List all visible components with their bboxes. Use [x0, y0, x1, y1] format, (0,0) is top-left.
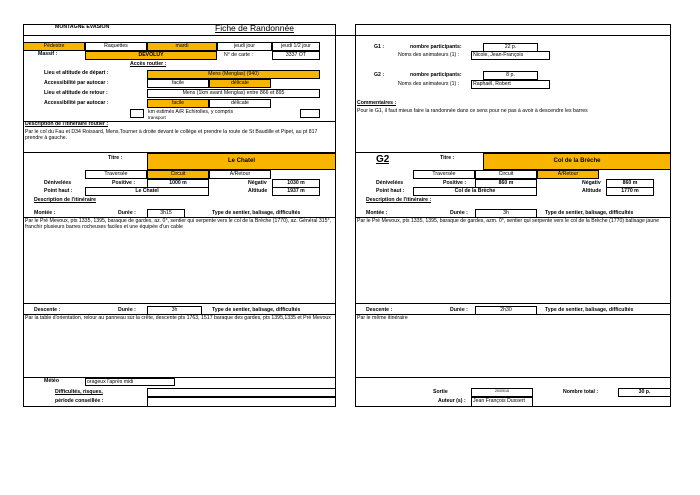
left-circuit[interactable]: Circuit: [147, 170, 209, 179]
right-pos-label: Positive :: [443, 180, 467, 186]
left-ph: Le Chatel: [85, 187, 209, 196]
option-jeudi-jour[interactable]: jeudi jour: [217, 42, 272, 51]
left-descente-text: Par la table d'orientation, relour au panneau sur la crête, descente pts 1763, 1517 baraque des gardes, pts 1395,1335 et Pré Mevoux: [25, 315, 331, 321]
depart-value: Mens (Menglas) (940): [147, 70, 320, 79]
right-den-label: Dénivelées: [376, 180, 404, 186]
km-box: [130, 109, 144, 118]
left-desc-title: Description de l'itinéraire: [34, 197, 97, 203]
left-descente-label: Descente :: [34, 307, 61, 313]
route-title: Description de l'itinéraire routier :: [25, 121, 109, 127]
right-titre-label: Titre :: [440, 155, 455, 161]
right-descente-box: [355, 314, 671, 378]
left-titre-label: Titre :: [108, 155, 123, 161]
option-jeudi-demi[interactable]: jeudi 1/2 jour: [272, 42, 320, 51]
acc2-facile[interactable]: facile: [147, 99, 209, 108]
org-name: MONTAGNE EVASION: [55, 24, 110, 30]
diff-label: Difficultés, risques,: [55, 389, 103, 395]
carte-value: 3337 OT: [272, 51, 320, 60]
right-montee-text: Par le Pré Mevoux, pts 1335, 1395, baraque de gardes, azm. 0°, sentier qui serpente vers le col de la Brèche (1770) balisage jaune: [357, 218, 659, 224]
header-divider: [23, 35, 671, 36]
right-traversee[interactable]: Traversée: [413, 170, 475, 179]
g1-anim: Nicole, Jean-François: [471, 51, 550, 60]
right-alt: 1770 m: [606, 187, 654, 196]
total-value: 30 p.: [618, 388, 671, 397]
retour-value: Mens (1km avant Menglas) entre 866 et 895: [147, 89, 320, 98]
left-alt: 1937 m: [272, 187, 320, 196]
left-descente-box: [23, 314, 336, 378]
acc2-label: Accessibilité par autocar :: [44, 100, 109, 106]
route-text: Par le col du Fau et D34 Roissard, Mens.Tourner à droite devant le collège et prendre la route de St Baudille et Pipet, au pt 817 prendre à gauche.: [25, 129, 318, 142]
total-label: Nombre total :: [563, 389, 599, 395]
left-montee-label: Montée :: [34, 210, 56, 216]
right-desc-title: Description de l'itinéraire :: [366, 197, 432, 203]
periode-label: période conseillée :: [55, 398, 104, 404]
left-pos-label: Positive :: [112, 180, 136, 186]
left-aretour[interactable]: A/Retour: [209, 170, 271, 179]
right-neg-label: Négativ: [582, 180, 601, 186]
right-descente-text: Par le même itinéraire: [357, 315, 408, 321]
auteur-value: Jean François Dussert: [471, 397, 533, 407]
left-neg-label: Négativ: [248, 180, 267, 186]
left-duree-label-2: Durée :: [118, 307, 136, 313]
km-text-2: transport: [148, 115, 166, 120]
left-traversee[interactable]: Traversée: [85, 170, 147, 179]
carte-label: N° de carte :: [224, 52, 253, 58]
access-title: Accès routier :: [130, 61, 167, 67]
comments-title: Commentaires :: [357, 100, 397, 106]
meteo-value: orageux l'après midi: [85, 378, 175, 386]
right-duree-label: Durée :: [450, 210, 468, 216]
right-montee-duree: 3h: [475, 209, 537, 218]
option-day[interactable]: mardi: [147, 42, 217, 51]
acc2-delicate[interactable]: délicate: [209, 99, 271, 108]
left-duree-label: Durée :: [118, 210, 136, 216]
left-ph-label: Point haut :: [44, 188, 73, 194]
g2-count-label: nombre participants:: [410, 72, 462, 78]
right-titre: Col de la Brèche: [483, 153, 671, 170]
left-montee-text: Par le Pré Mevoux, pts 1335, 1395, baraque de gardes, az. 0°, sentier qui serpente vers le col de la Brèche (1770), az. Général 315°, franchir plusieurs barres rocheuses faciles et une équipée d'un cable: [25, 218, 332, 231]
right-type-label: Type de sentier, balisage, difficultés: [545, 210, 634, 216]
right-descente-label: Descente :: [366, 307, 393, 313]
right-circuit[interactable]: Circuit: [475, 170, 537, 179]
acc1-facile[interactable]: facile: [147, 79, 209, 88]
g2-count: 8 p.: [483, 71, 538, 80]
right-ph: Col de la Brèche: [413, 187, 537, 196]
left-titre: Le Chatel: [147, 153, 336, 170]
periode-box: [147, 397, 336, 407]
left-type-label-2: Type de sentier, balisage, difficultés: [212, 307, 301, 313]
comments-text: Pour le G1, il faut mieux faire la randonnée dans ce sens pour ne pas à avoir à descendre les barres: [357, 108, 588, 114]
auteur-label: Auteur (s) :: [438, 398, 466, 404]
option-raquettes[interactable]: Raquettes: [85, 42, 147, 51]
retour-label: Lieu et altitude de retour :: [44, 90, 108, 96]
right-montee-box: [355, 217, 671, 304]
g1-label: G1 :: [374, 44, 385, 50]
diff-box: [147, 388, 336, 397]
left-neg: 1030 m: [272, 179, 320, 188]
depart-label: Lieu et altitude de départ :: [44, 70, 109, 76]
km-text: km estimés A/R Echirolles, y compris: [148, 109, 234, 115]
right-descente-duree: 2h30: [475, 306, 537, 315]
g2-label: G2 :: [374, 72, 385, 78]
sortie-label: Sortie: [433, 389, 448, 395]
right-ph-label: Point haut :: [376, 188, 405, 194]
left-montee-duree: 3h15: [147, 209, 185, 218]
g1-count: 22 p.: [483, 43, 538, 52]
right-duree-label-2: Durée :: [450, 307, 468, 313]
right-alt-label: Altitude: [582, 188, 602, 194]
left-alt-label: Altitude: [248, 188, 268, 194]
massif-value: DEVOLUY: [85, 51, 217, 60]
acc1-label: Accessibilité par autocar :: [44, 80, 109, 86]
meteo-label: Météo: [44, 378, 59, 384]
right-montee-label: Montée :: [366, 210, 388, 216]
acc1-delicate[interactable]: délicate: [209, 79, 271, 88]
massif-label: Massif :: [38, 51, 58, 57]
g1-count-label: nombre participants:: [410, 44, 462, 50]
left-type-label: Type de sentier, balisage, difficultés: [212, 210, 301, 216]
g2-anim-label: Noms des animateurs (1) :: [398, 81, 460, 87]
right-pos: 860 m: [475, 179, 537, 188]
right-aretour[interactable]: A/Retour: [537, 170, 599, 179]
sortie-value: 20/09/16: [471, 388, 533, 397]
page-title: Fiche de Randonnée: [215, 23, 294, 33]
g2-anim: Raphaël, Robert: [471, 80, 550, 89]
right-type-label-2: Type de sentier, balisage, difficultés: [545, 307, 634, 313]
km-box-2: [300, 109, 320, 118]
right-neg: 860 m: [606, 179, 654, 188]
right-g-label: G2: [376, 154, 390, 165]
left-den-label: Dénivelées: [44, 180, 72, 186]
left-descente-duree: 3h: [147, 306, 202, 315]
left-pos: 1000 m: [147, 179, 209, 188]
g1-anim-label: Noms des animateurs (1) :: [398, 52, 460, 58]
option-pedestre[interactable]: Pédestre: [23, 42, 85, 51]
